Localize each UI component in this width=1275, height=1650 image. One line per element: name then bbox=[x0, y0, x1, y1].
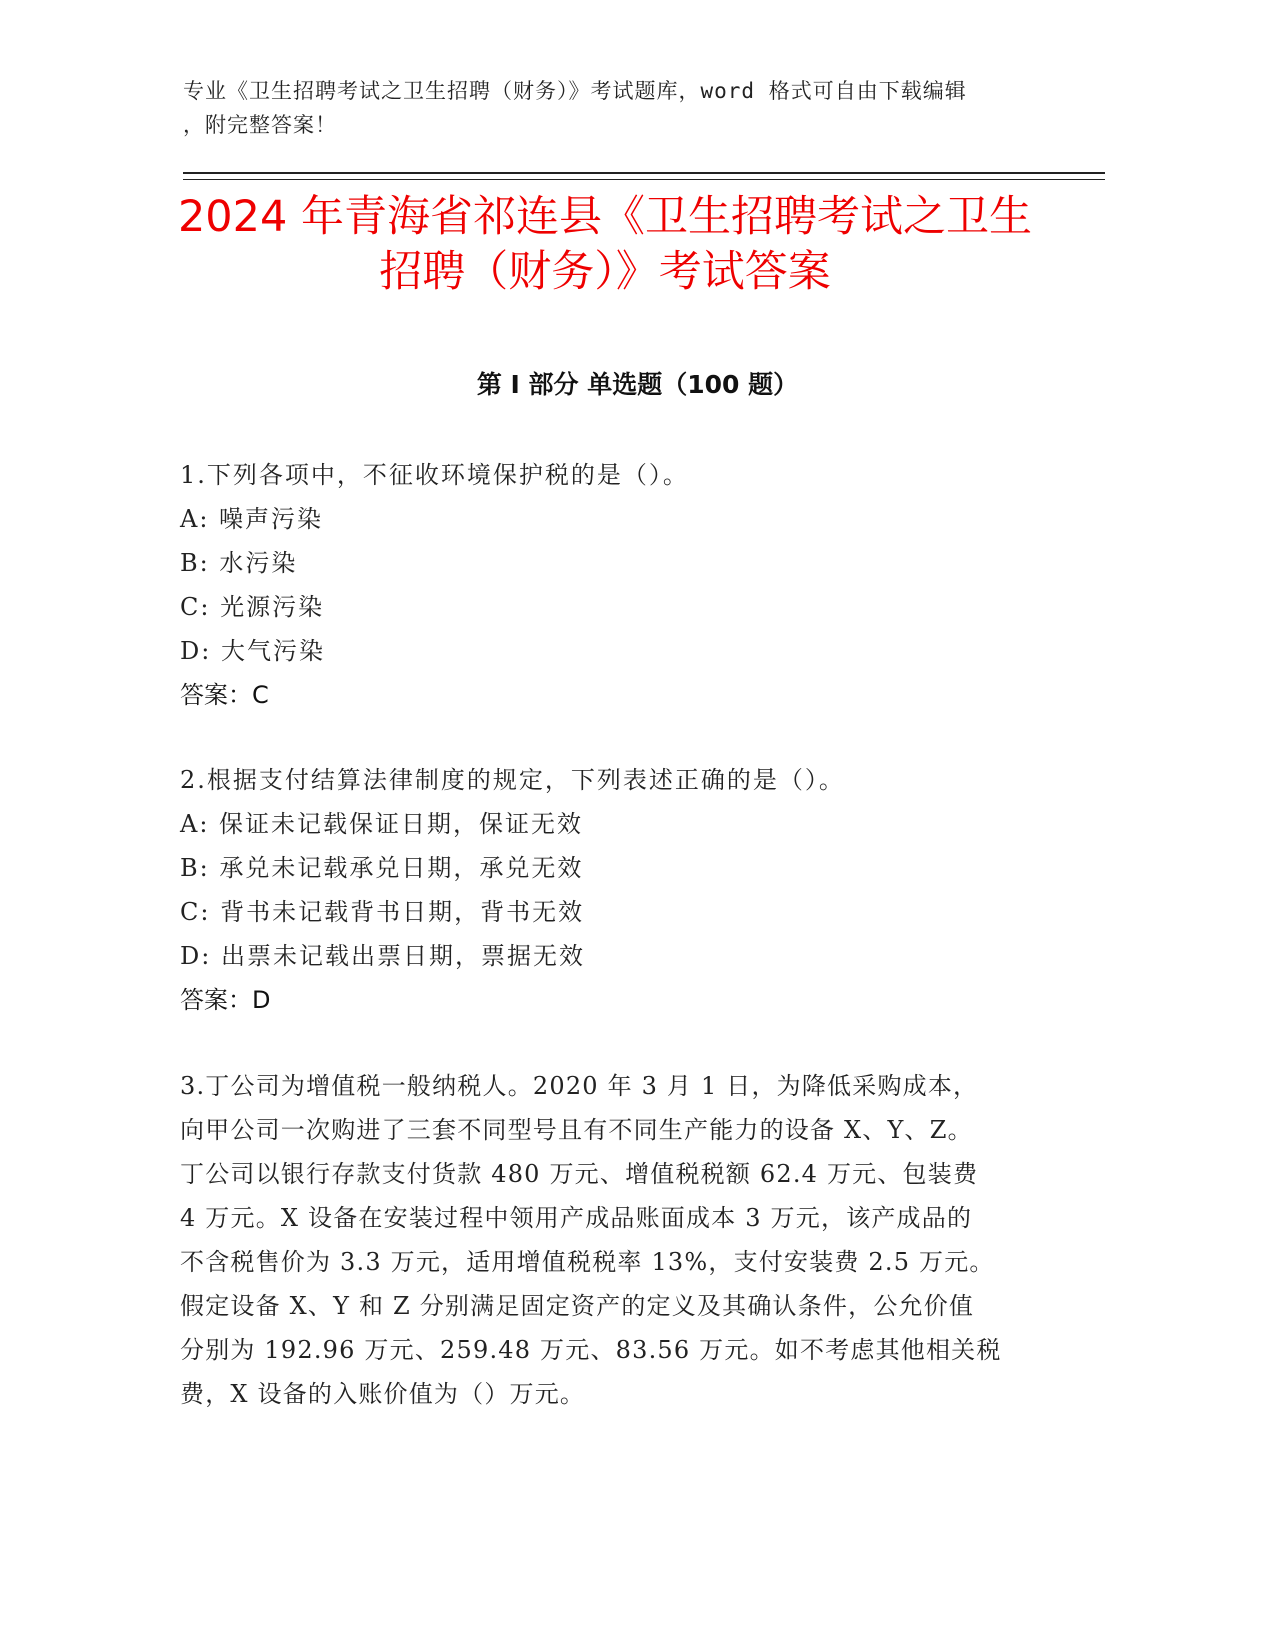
question-stem bbox=[180, 1064, 1040, 1416]
document-title-line-1: 2024 年青海省祁连县《卫生招聘考试之卫生 bbox=[177, 192, 1033, 242]
question-1 bbox=[180, 453, 1040, 717]
document-title-line-2: 招聘（财务）》考试答案 bbox=[379, 247, 831, 297]
option-b: B: 水污染 bbox=[180, 549, 298, 577]
option-b: B: 承兑未记载承兑日期，承兑无效 bbox=[180, 854, 584, 882]
question-stem-line: 不含税售价为 3.3 万元，适用增值税税率 13%，支付安装费 2.5 万元。 bbox=[180, 1248, 995, 1276]
answer-line: 答案：C bbox=[180, 681, 269, 709]
header-note: 专业《卫生招聘考试之卫生招聘（财务）》考试题库，word 格式可自由下载编辑 ，附完整答案！ bbox=[183, 79, 967, 137]
header-divider-thick bbox=[183, 172, 1105, 174]
question-stem-line: 费，X 设备的入账价值为（）万元。 bbox=[180, 1380, 586, 1408]
question-stem-line: 3.丁公司为增值税一般纳税人。2020 年 3 月 1 日，为降低采购成本， bbox=[180, 1072, 979, 1100]
question-3 bbox=[180, 1064, 1040, 1416]
question-stem-line: 丁公司以银行存款支付货款 480 万元、增值税税额 62.4 万元、包装费 bbox=[180, 1160, 979, 1188]
document-title bbox=[160, 190, 1050, 300]
option-a: A: 噪声污染 bbox=[180, 505, 324, 533]
question-2 bbox=[180, 758, 1040, 1022]
section-heading: 第 I 部分 单选题（100 题） bbox=[476, 370, 799, 399]
question-stem-line: 4 万元。X 设备在安装过程中领用产成品账面成本 3 万元，该产成品的 bbox=[180, 1204, 973, 1232]
option-d: D: 出票未记载出票日期，票据无效 bbox=[180, 942, 585, 970]
header-divider-thin bbox=[183, 179, 1105, 180]
option-c: C: 光源污染 bbox=[180, 593, 325, 621]
question-stem: 2.根据支付结算法律制度的规定，下列表述正确的是（）。 bbox=[180, 766, 845, 794]
option-c: C: 背书未记载背书日期，背书无效 bbox=[180, 898, 585, 926]
answer-line: 答案：D bbox=[180, 986, 271, 1014]
question-stem-line: 分别为 192.96 万元、259.48 万元、83.56 万元。如不考虑其他相关税 bbox=[180, 1336, 1002, 1364]
question-stem-line: 假定设备 X、Y 和 Z 分别满足固定资产的定义及其确认条件，公允价值 bbox=[180, 1292, 975, 1320]
question-stem-line: 向甲公司一次购进了三套不同型号且有不同生产能力的设备 X、Y、Z。 bbox=[180, 1116, 973, 1144]
question-stem: 1.下列各项中，不征收环境保护税的是（）。 bbox=[180, 461, 689, 489]
option-a: A: 保证未记载保证日期，保证无效 bbox=[180, 810, 584, 838]
option-d: D: 大气污染 bbox=[180, 637, 325, 665]
